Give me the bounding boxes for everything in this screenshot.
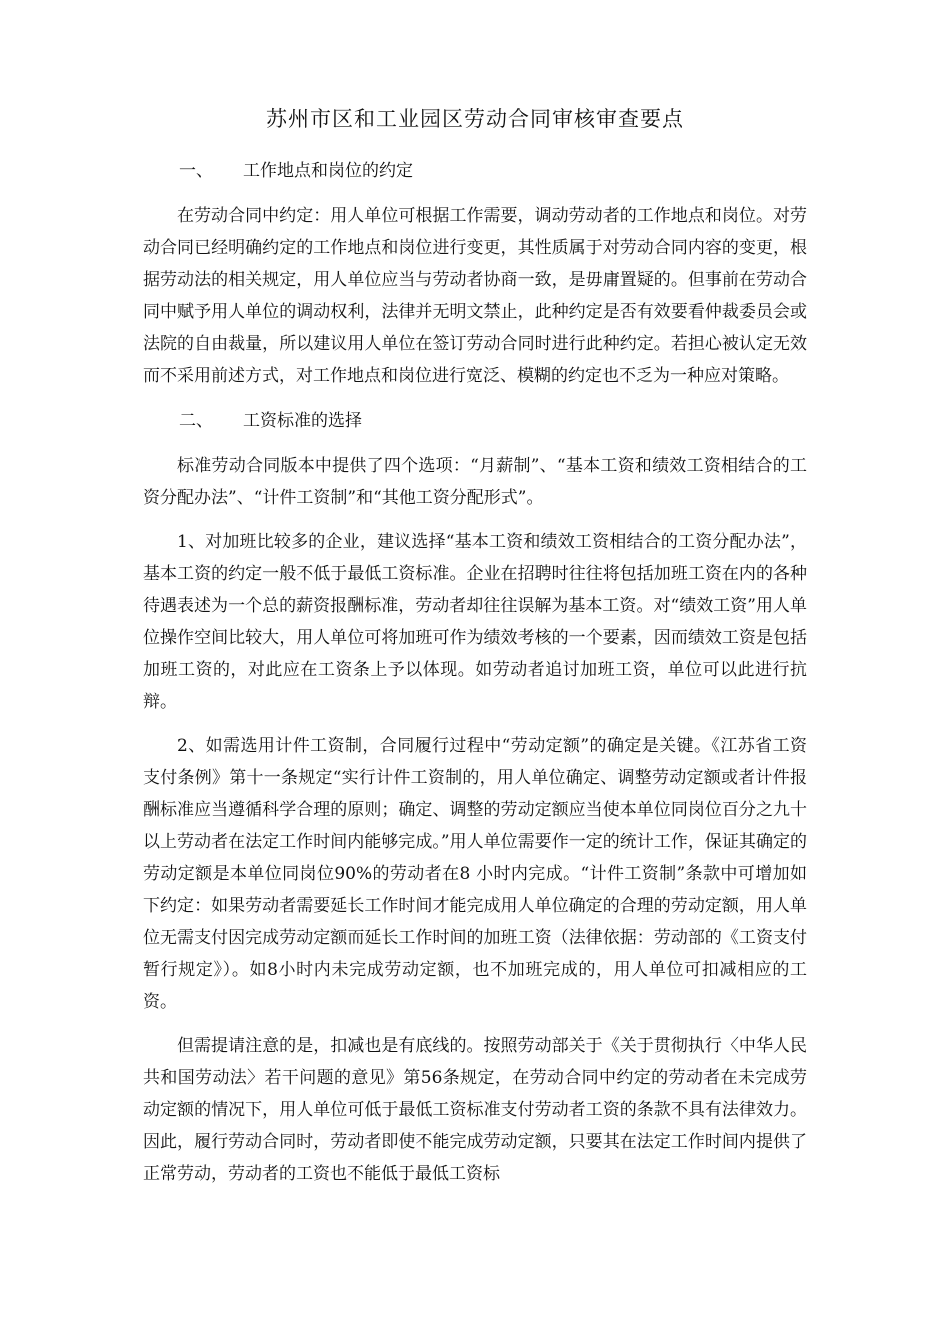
paragraph: 在劳动合同中约定：用人单位可根据工作需要，调动劳动者的工作地点和岗位。对劳动合同已经明确约定的工作地点和岗位进行变更，其性质属于对劳动合同内容的变更，根据劳动法的相关规定，用人单位应当与劳动者协商一致，是毋庸置疑的。但事前在劳动合同中赋予用人单位的调动权利，法律并无明文禁止，此种约定是否有效要看仲裁委员会或法院的自由裁量，所以建议用人单位在签订劳动合同时进行此种约定。若担心被认定无效而不采用前述方式，对工作地点和岗位进行宽泛、模糊的约定也不乏为一种应对策略。 — [143, 206, 807, 386]
section-number: 二、 — [179, 411, 213, 431]
section-heading-text: 工作地点和岗位的约定 — [243, 161, 413, 181]
paragraph: 2、如需选用计件工资制，合同履行过程中“劳动定额”的确定是关键。《江苏省工资支付条例》第十一条规定“实行计件工资制的，用人单位确定、调整劳动定额或者计件报酬标准应当遵循科学合理的原则；确定、调整的劳动定额应当使本单位同岗位百分之九十以上劳动者在法定工作时间内能够完成。”用人单位需要作一定的统计工作，保证其确定的劳动定额是本单位同岗位90%的劳动者在8 小时内完成。“计件工资制”条款中可增加如下约定：如果劳动者需要延长工作时间才能完成用人单位确定的合理的劳动定额，用人单位无需支付因完成劳动定额而延长工作时间的加班工资（法律依据：劳动部的《工资支付暂行规定》）。如8小时内未完成劳动定额，也不加班完成的，用人单位可扣减相应的工资。 — [143, 736, 807, 1012]
paragraph: 标准劳动合同版本中提供了四个选项：“月薪制”、“基本工资和绩效工资相结合的工资分配办法”、“计件工资制”和“其他工资分配形式”。 — [143, 456, 807, 508]
section-heading-2 — [143, 406, 807, 436]
section-heading-1 — [143, 156, 807, 186]
section-heading-text: 工资标准的选择 — [243, 411, 362, 431]
paragraph: 1、对加班比较多的企业，建议选择“基本工资和绩效工资相结合的工资分配办法”，基本工资的约定一般不低于最低工资标准。企业在招聘时往往将包括加班工资在内的各种待遇表述为一个总的薪资报酬标准，劳动者却往往误解为基本工资。对“绩效工资”用人单位操作空间比较大，用人单位可将加班可作为绩效考核的一个要素，因而绩效工资是包括加班工资的，对此应在工资条上予以体现。如劳动者追讨加班工资，单位可以此进行抗辩。 — [143, 532, 807, 712]
paragraph: 但需提请注意的是，扣减也是有底线的。按照劳动部关于《关于贯彻执行〈中华人民共和国劳动法〉若干问题的意见》第56条规定，在劳动合同中约定的劳动者在未完成劳动定额的情况下，用人单位可低于最低工资标准支付劳动者工资的条款不具有法律效力。因此，履行劳动合同时，劳动者即使不能完成劳动定额，只要其在法定工作时间内提供了正常劳动，劳动者的工资也不能低于最低工资标 — [143, 1036, 807, 1184]
section-number: 一、 — [179, 161, 213, 181]
document-title: 苏州市区和工业园区劳动合同审核审查要点 — [266, 107, 684, 131]
